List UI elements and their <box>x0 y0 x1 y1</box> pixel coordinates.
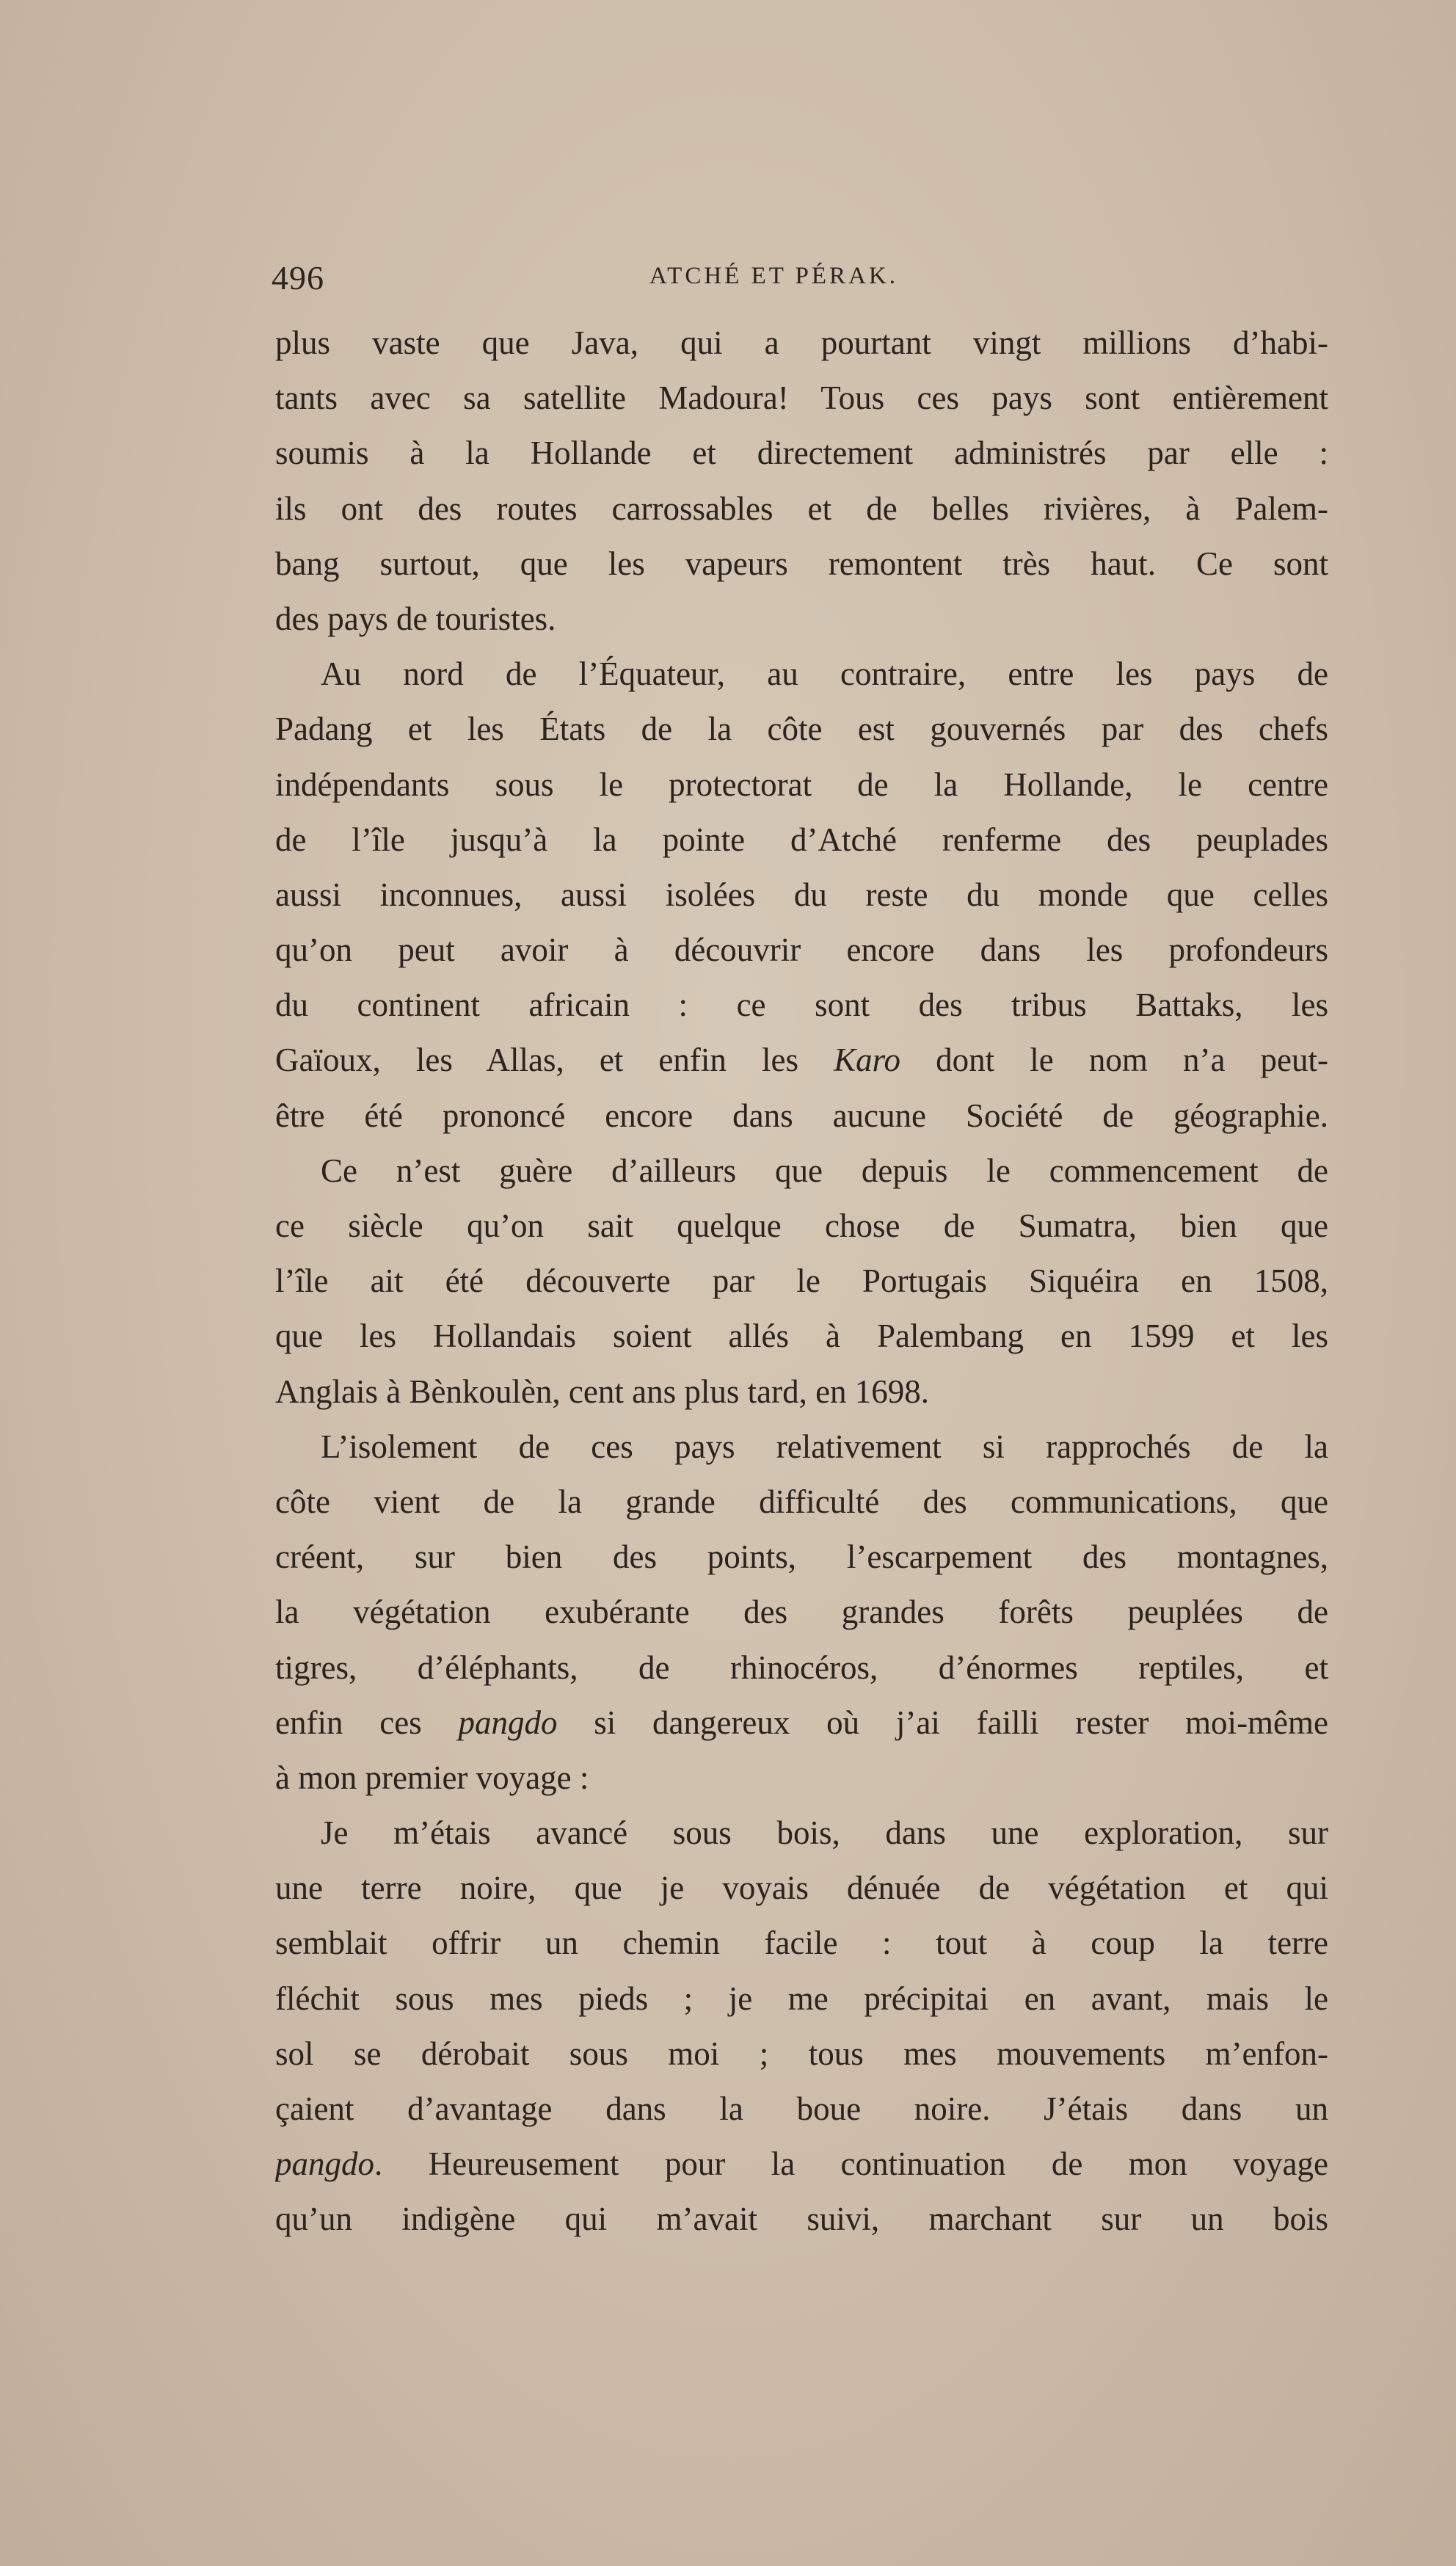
text-line: L’isolement de ces pays relativement si rapprochés de la <box>321 1428 1328 1465</box>
page-header <box>272 258 1328 302</box>
text-line: Je m’étais avancé sous bois, dans une exploration, sur <box>321 1814 1328 1852</box>
text-line: bang surtout, que les vapeurs remontent très haut. Ce sont <box>275 545 1328 582</box>
page-number: 496 <box>272 259 324 297</box>
text-line: Anglais à Bènkoulèn, cent ans plus tard, en 1698. <box>275 1373 930 1410</box>
text-line: Au nord de l’Équateur, au contraire, entre les pays de <box>321 655 1328 693</box>
text-line: à mon premier voyage : <box>275 1759 589 1796</box>
paragraph-3 <box>275 1144 1328 1420</box>
text-line: tants avec sa satellite Madoura! Tous ces pays sont entièrement <box>275 379 1328 417</box>
text-line: une terre noire, que je voyais dénuée de végétation et qui <box>275 1869 1328 1907</box>
paragraph-5 <box>275 1806 1328 2247</box>
text-line: qu’on peut avoir à découvrir encore dans les profondeurs <box>275 931 1328 969</box>
text-line: sol se dérobait sous moi ; tous mes mouvements m’enfon- <box>275 2035 1328 2072</box>
text-line <box>275 1695 1328 1751</box>
text-line: l’île ait été découverte par le Portugais Siquéira en 1508, <box>275 1262 1328 1300</box>
text-line: de l’île jusqu’à la pointe d’Atché renferme des peuplades <box>275 821 1328 858</box>
text-line: indépendants sous le protectorat de la Hollande, le centre <box>275 766 1328 803</box>
italic-word: pangdo <box>275 2145 374 2183</box>
text-segment: si dangereux où j’ai failli rester moi-même <box>557 1704 1328 1741</box>
text-line: la végétation exubérante des grandes forêts peuplées de <box>275 1593 1328 1631</box>
paragraph-2 <box>275 647 1328 1144</box>
italic-word: Karo <box>834 1042 900 1079</box>
text-line: côte vient de la grande difficulté des communications, que <box>275 1483 1328 1520</box>
italic-word: pangdo <box>458 1704 558 1741</box>
text-line: çaient d’avantage dans la boue noire. J’étais dans un <box>275 2090 1328 2127</box>
text-line: fléchit sous mes pieds ; je me précipitai en avant, mais le <box>275 1980 1328 2017</box>
text-line: soumis à la Hollande et directement administrés par elle : <box>275 435 1328 472</box>
text-line <box>275 2137 1328 2192</box>
text-segment: . Heureusement pour la continuation de mon voyage <box>374 2145 1328 2183</box>
text-line: plus vaste que Java, qui a pourtant vingt millions d’habi- <box>275 324 1328 361</box>
text-line: Ce n’est guère d’ailleurs que depuis le commencement de <box>321 1152 1328 1189</box>
text-line: créent, sur bien des points, l’escarpement des montagnes, <box>275 1538 1328 1576</box>
body-text <box>275 316 1328 2247</box>
paragraph-1 <box>275 316 1328 647</box>
text-segment: dont le nom n’a peut- <box>900 1042 1328 1079</box>
paragraph-4 <box>275 1420 1328 1806</box>
text-line: qu’un indigène qui m’avait suivi, marchant sur un bois <box>275 2200 1328 2238</box>
text-line: aussi inconnues, aussi isolées du reste du monde que celles <box>275 876 1328 913</box>
text-line: ils ont des routes carrossables et de belles rivières, à Palem- <box>275 490 1328 527</box>
text-line: du continent africain : ce sont des tribus Battaks, les <box>275 986 1328 1024</box>
text-segment: enfin ces <box>275 1704 459 1741</box>
text-line <box>275 1033 1328 1088</box>
text-line: tigres, d’éléphants, de rhinocéros, d’énormes reptiles, et <box>275 1649 1328 1686</box>
text-line: que les Hollandais soient allés à Palembang en 1599 et les <box>275 1317 1328 1355</box>
running-title: ATCHÉ ET PÉRAK. <box>649 263 898 289</box>
text-line: Padang et les États de la côte est gouvernés par des chefs <box>275 710 1328 748</box>
text-line: être été prononcé encore dans aucune Société de géographie. <box>275 1097 1328 1134</box>
text-line: des pays de touristes. <box>275 600 556 637</box>
text-line: semblait offrir un chemin facile : tout à coup la terre <box>275 1925 1328 1962</box>
text-line: ce siècle qu’on sait quelque chose de Sumatra, bien que <box>275 1207 1328 1244</box>
text-segment: Gaïoux, les Allas, et enfin les <box>275 1042 834 1079</box>
